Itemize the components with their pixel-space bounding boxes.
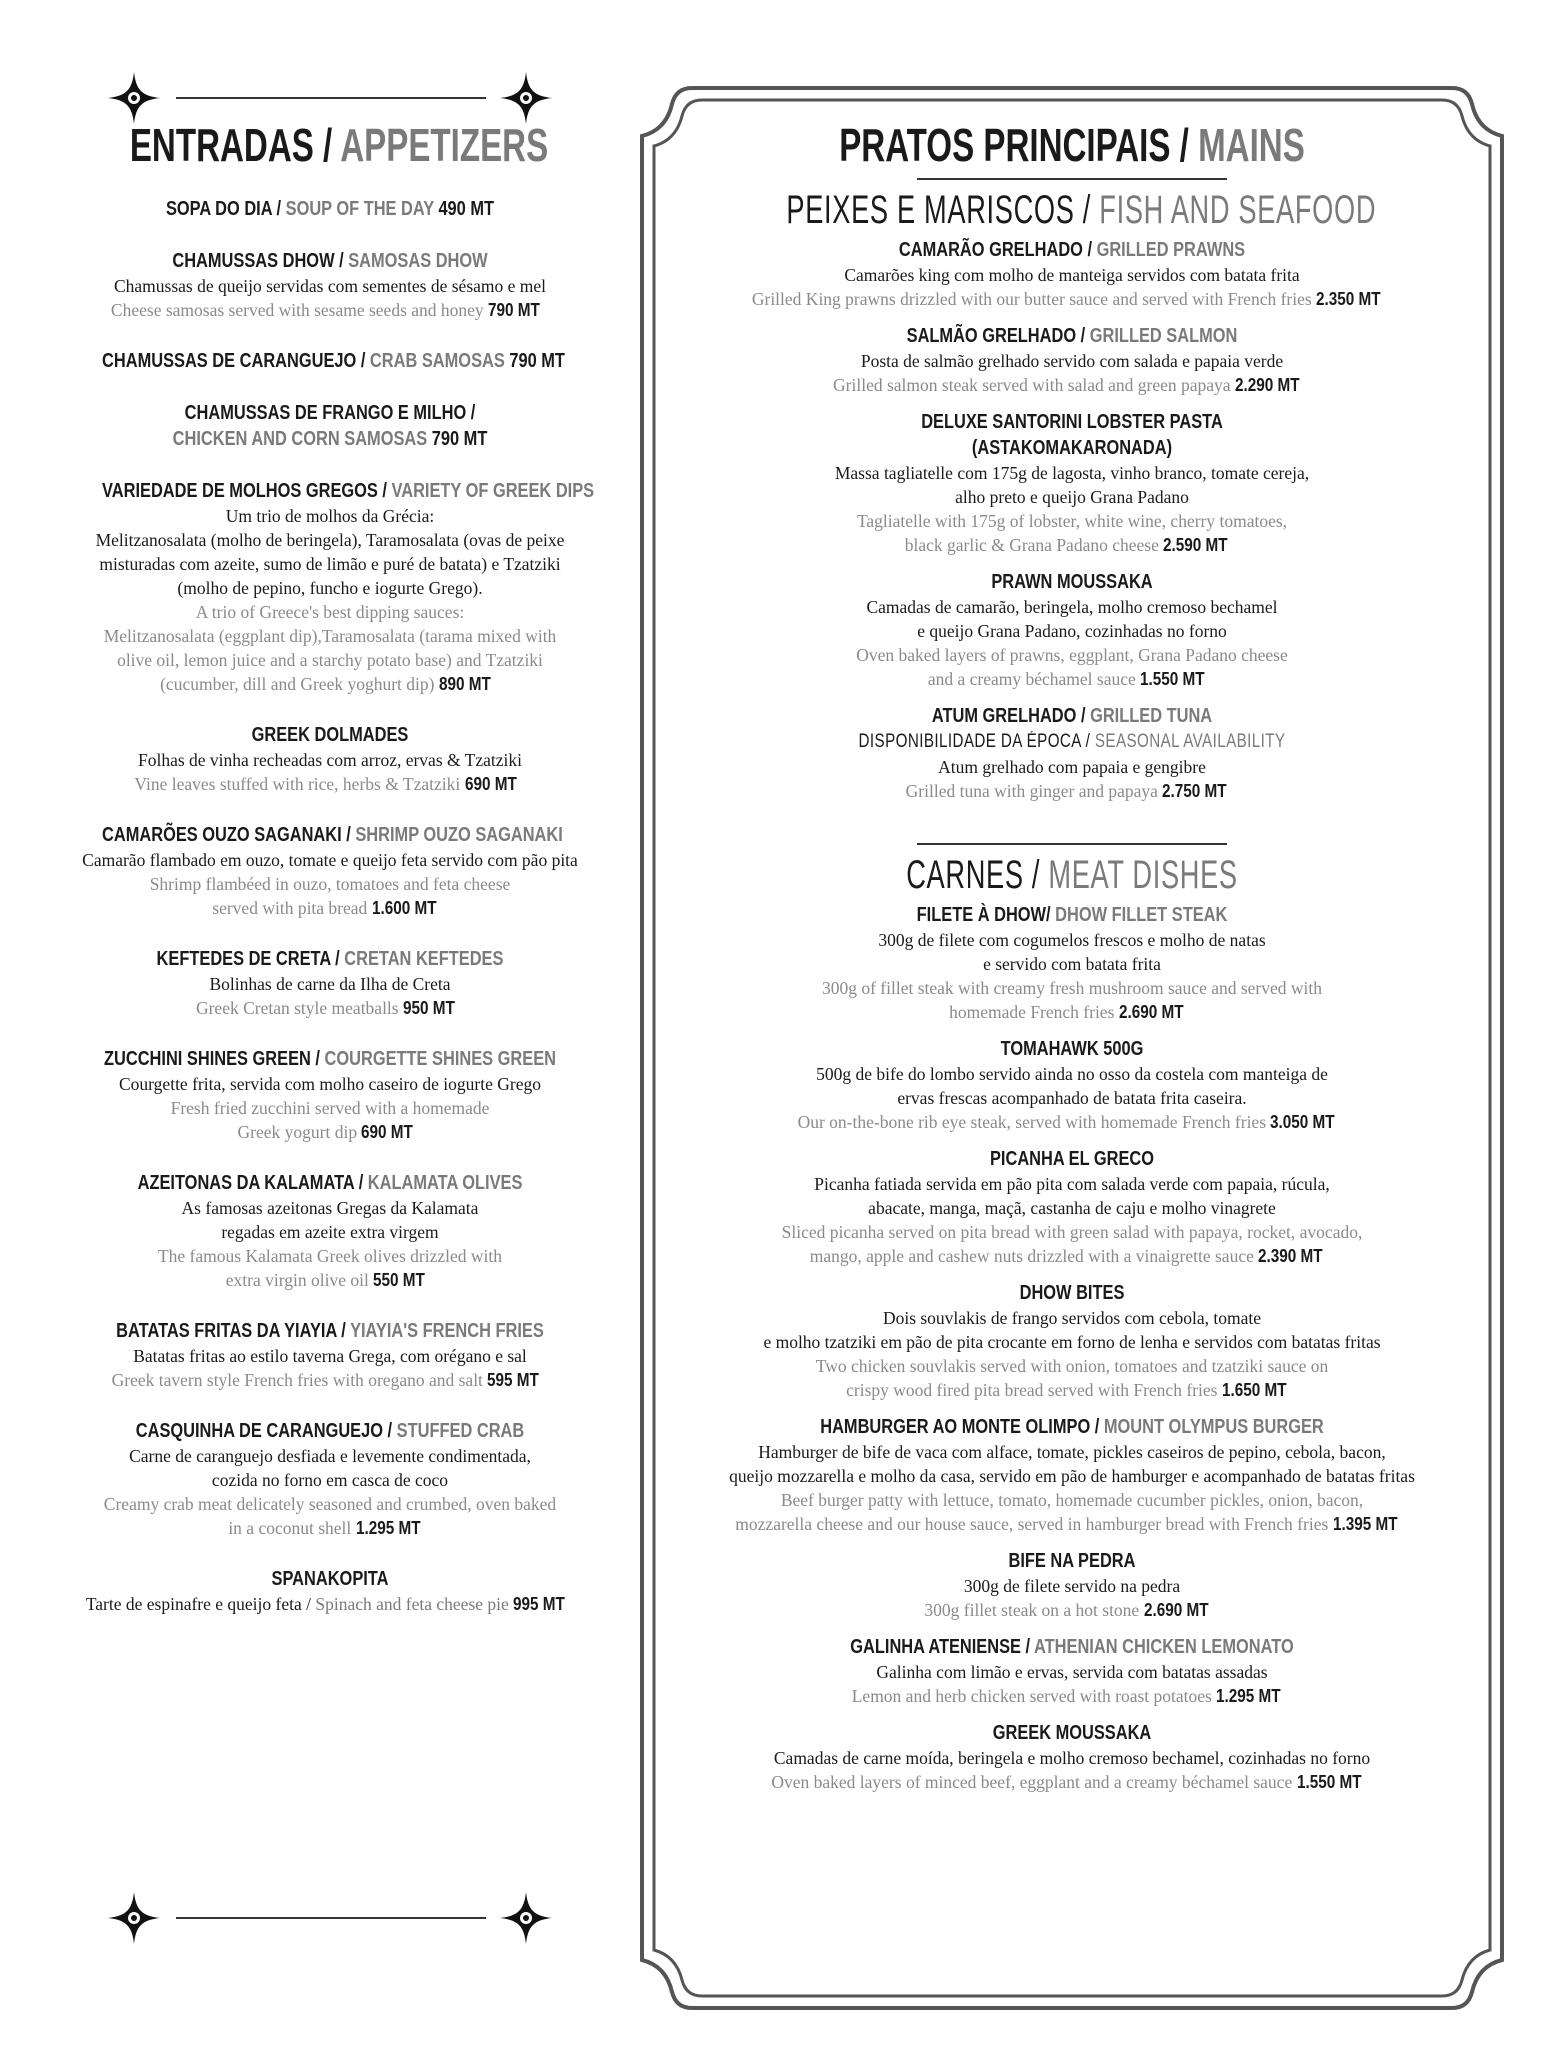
description-pt: 500g de bife do lombo servido ainda no osso da costela com manteiga de (816, 1064, 1328, 1084)
description-en (52, 1268, 608, 1292)
description-en (652, 1244, 1492, 1268)
item-name-line2 (102, 426, 558, 452)
item-name (102, 400, 558, 426)
description-en (652, 509, 1492, 533)
item-name (102, 348, 565, 374)
menu-item (52, 348, 608, 374)
description-en-text: homemade French fries (949, 1002, 1115, 1022)
item-price: 790 MT (488, 300, 540, 320)
description-en (52, 1096, 608, 1120)
menu-item (52, 822, 608, 920)
item-price: 1.295 MT (1216, 1686, 1281, 1706)
description-en (652, 1598, 1492, 1622)
description-en (652, 1354, 1492, 1378)
item-name-pt: HAMBURGER AO MONTE OLIMPO (820, 1416, 1091, 1438)
item-name-en: KALAMATA OLIVES (367, 1172, 523, 1194)
description-en (652, 1000, 1492, 1024)
description-en-text: Lemon and herb chicken served with roast potatoes (851, 1686, 1212, 1706)
item-name-en: CRETAN KEFTEDES (344, 948, 504, 970)
item-price: 2.390 MT (1258, 1246, 1323, 1266)
item-name-pt: GREEK DOLMADES (251, 724, 409, 746)
description-pt: Courgette frita, servida com molho caseiro de iogurte Grego (119, 1074, 541, 1094)
description-pt: Folhas de vinha recheadas com arroz, ervas & Tzatziki (137, 750, 523, 770)
description-en-text: Sliced picanha served on pita bread with green salad with papaya, rocket, avocado, (781, 1222, 1363, 1242)
item-name-en: DHOW FILLET STEAK (1055, 904, 1228, 926)
description-en (652, 1684, 1492, 1708)
description-en (652, 1378, 1492, 1402)
item-name (728, 1634, 1417, 1660)
description-separator: / (301, 1594, 316, 1614)
item-price: 595 MT (487, 1370, 540, 1390)
item-name-en: YIAYIA'S FRENCH FRIES (350, 1320, 544, 1342)
menu-item (52, 1046, 608, 1144)
item-name-pt: FILETE À DHOW/ (916, 904, 1051, 926)
description-en-text: (cucumber, dill and Greek yoghurt dip) (160, 674, 435, 694)
name-separator: / (354, 1172, 368, 1194)
item-price: 2.690 MT (1118, 1002, 1184, 1022)
item-price: 1.650 MT (1221, 1380, 1287, 1400)
description-en-text: crispy wood fired pita bread served with French fries (846, 1380, 1218, 1400)
name-separator: / (310, 1048, 325, 1070)
description-en-text: mozzarella cheese and our house sauce, served in hamburger bread with French fries (735, 1514, 1329, 1534)
description-en-text: Cheese samosas served with sesame seeds and honey (110, 300, 484, 320)
menu-item (52, 722, 608, 796)
name-separator: / (1076, 325, 1090, 347)
description-pt: Atum grelhado com papaia e gengibre (938, 757, 1206, 777)
item-name (728, 1414, 1417, 1440)
item-price: 1.550 MT (1296, 1772, 1362, 1792)
description-en (52, 648, 608, 672)
item-name-en: STUFFED CRAB (396, 1420, 525, 1442)
description-pt: Dois souvlakis de frango servidos com cebola, tomate (882, 1308, 1262, 1328)
description-pt: Camarão flambado em ouzo, tomate e queijo feta servido com pão pita (82, 850, 578, 870)
description-en-text: Beef burger patty with lettuce, tomato, homemade cucumber pickles, onion, bacon, (780, 1490, 1364, 1510)
item-name-pt: CHAMUSSAS DHOW (172, 250, 335, 272)
item-name-pt: SPANAKOPITA (271, 1568, 389, 1590)
item-name (102, 822, 563, 848)
description-en (652, 779, 1492, 803)
item-name (728, 703, 1417, 729)
description-pt: Galinha com limão e ervas, servida com batatas assadas (876, 1662, 1268, 1682)
menu-item (52, 478, 608, 696)
description-en-text: Oven baked layers of prawns, eggplant, Grana Padano cheese (856, 645, 1288, 665)
description-en (652, 1770, 1492, 1794)
four-point-star-icon (498, 1890, 554, 1946)
description-pt: 300g de filete servido na pedra (963, 1576, 1181, 1596)
description-en-text: Greek Cretan style meatballs (195, 998, 399, 1018)
menu-item (652, 1634, 1492, 1708)
description-en-text: Greek tavern style French fries with oregano and salt (111, 1370, 483, 1390)
menu-item (652, 409, 1492, 557)
description-en-text: Fresh fried zucchini served with a homemade (170, 1098, 490, 1118)
description-pt: Posta de salmão grelhado servido com salada e papaia verde (860, 351, 1284, 371)
item-price: 2.750 MT (1162, 781, 1227, 801)
item-price: 950 MT (402, 998, 455, 1018)
description-pt: Camadas de camarão, beringela, molho cremoso bechamel (866, 597, 1278, 617)
description-pt: Bolinhas de carne da Ilha de Creta (209, 974, 451, 994)
description-en (52, 1368, 608, 1392)
description-pt: Batatas fritas ao estilo taverna Grega, com orégano e sal (133, 1346, 527, 1366)
menu-item (652, 569, 1492, 691)
description-en (652, 287, 1492, 311)
item-name-pt: CHAMUSSAS DE FRANGO E MILHO / (184, 402, 476, 424)
item-price: 2.690 MT (1143, 1600, 1209, 1620)
menu-item (52, 1418, 608, 1540)
description-en-text: served with pita bread (212, 898, 368, 918)
menu-item (652, 1720, 1492, 1794)
description-pt: e queijo Grana Padano, cozinhadas no forno (917, 621, 1227, 641)
description-en (652, 533, 1492, 557)
description-pt: Massa tagliatelle com 175g de lagosta, vinho branco, tomate cereja, (834, 463, 1310, 483)
item-name (728, 1548, 1417, 1574)
description-en (52, 1492, 608, 1516)
description-pt: Um trio de molhos da Grécia: (225, 506, 435, 526)
meat-list (652, 902, 1492, 1794)
item-price: 1.295 MT (355, 1518, 421, 1538)
name-separator: / (1082, 239, 1097, 261)
appetizers-section (52, 118, 608, 1616)
description-en (652, 1110, 1492, 1134)
item-name (728, 409, 1417, 435)
description-en-text: Greek yogurt dip (237, 1122, 358, 1142)
description-en-text: Oven baked layers of minced beef, eggplant and a creamy béchamel sauce (771, 1772, 1293, 1792)
item-name-en: CRAB SAMOSAS (369, 350, 505, 372)
item-name-pt: BATATAS FRITAS DA YIAYIA (116, 1320, 337, 1342)
name-separator: / (334, 250, 349, 272)
description-en-text: in a coconut shell (228, 1518, 352, 1538)
menu-item (652, 703, 1492, 803)
description-pt: queijo mozzarella e molho da casa, servido em pão de hamburger e acompanhado de batatas fritas (729, 1466, 1415, 1486)
item-name (728, 1280, 1417, 1306)
item-name (102, 1170, 558, 1196)
description-en (652, 976, 1492, 1000)
description-en-text: Tagliatelle with 175g of lobster, white wine, cherry tomatoes, (856, 511, 1288, 531)
name-separator: / (1020, 1636, 1035, 1658)
item-name-en: VARIETY OF GREEK DIPS (391, 480, 595, 502)
menu-item (52, 946, 608, 1020)
item-price: 890 MT (438, 674, 491, 694)
menu-item (52, 1566, 608, 1616)
description-en-text: Our on-the-bone rib eye steak, served with homemade French fries (797, 1112, 1267, 1132)
description-en-text: Vine leaves stuffed with rice, herbs & Tzatziki (134, 774, 461, 794)
description-en-text: and a creamy béchamel sauce (927, 669, 1136, 689)
four-point-star-icon (106, 1890, 162, 1946)
item-name-pt: CAMARÕES OUZO SAGANAKI (102, 824, 347, 846)
item-price: 1.600 MT (371, 898, 437, 918)
appetizer-list (52, 196, 608, 1616)
item-name (102, 196, 558, 222)
top-left-divider (176, 97, 486, 99)
menu-item (52, 400, 608, 452)
item-price: 2.290 MT (1234, 375, 1300, 395)
menu-item (52, 248, 608, 322)
item-name-pt: GALINHA ATENIENSE (850, 1636, 1021, 1658)
item-name-pt: SALMÃO GRELHADO (906, 325, 1077, 347)
description-en (652, 1220, 1492, 1244)
description-en-text: Two chicken souvlakis served with onion, tomatoes and tzatziki sauce on (815, 1356, 1329, 1376)
description-en (52, 624, 608, 648)
description-en-text: Grilled King prawns drizzled with our butter sauce and served with French fries (751, 289, 1312, 309)
menu-item (652, 902, 1492, 1024)
item-price: 790 MT (504, 350, 565, 372)
menu-item (652, 1548, 1492, 1622)
item-name-en: SOUP OF THE DAY (285, 198, 434, 220)
description-pt: Carne de caranguejo desfiada e levemente condimentada, (129, 1446, 531, 1466)
item-name-pt: TOMAHAWK 500G (1000, 1038, 1144, 1060)
item-price: 1.550 MT (1140, 669, 1205, 689)
description-pt: (molho de pepino, funcho e iogurte Grego). (177, 578, 483, 598)
item-name (728, 569, 1417, 595)
item-price: 1.395 MT (1332, 1514, 1398, 1534)
meat-subtitle: CARNES / MEAT DISHES (906, 853, 1238, 897)
description-en-text: Melitzanosalata (eggplant dip),Taramosalata (tarama mixed with (103, 626, 557, 646)
item-name-en: GRILLED TUNA (1090, 705, 1213, 727)
menu-item (652, 323, 1492, 397)
description-pt: Chamussas de queijo servidas com sementes de sésamo e mel (113, 276, 547, 296)
item-name-pt: CHAMUSSAS DE CARANGUEJO (102, 350, 357, 372)
item-name (728, 323, 1417, 349)
item-name-pt: BIFE NA PEDRA (1008, 1550, 1136, 1572)
name-separator: / (1090, 1416, 1104, 1438)
item-price: 690 MT (361, 1122, 414, 1142)
item-name-pt: DHOW BITES (1019, 1282, 1125, 1304)
mains-divider (917, 178, 1227, 180)
description-pt: ervas frescas acompanhado de batata frita caseira. (897, 1088, 1247, 1108)
description-pt: cozida no forno em casca de coco (211, 1470, 449, 1490)
description-pt: misturadas com azeite, sumo de limão e puré de batata) e Tzatziki (99, 554, 561, 574)
item-name (102, 1046, 558, 1072)
fish-list (652, 237, 1492, 803)
item-price: 3.050 MT (1270, 1112, 1336, 1132)
description-en (652, 643, 1492, 667)
item-name-pt: DELUXE SANTORINI LOBSTER PASTA (921, 411, 1223, 433)
description-pt: Picanha fatiada servida em pão pita com salada verde com papaia, rúcula, (814, 1174, 1330, 1194)
item-name (102, 1566, 558, 1592)
description-en-text: The famous Kalamata Greek olives drizzled with (157, 1246, 503, 1266)
item-name (102, 478, 595, 504)
description-pt: Tarte de espinafre e queijo feta (85, 1594, 302, 1614)
menu-item (652, 1414, 1492, 1536)
description-en-text: Shrimp flambéed in ouzo, tomatoes and feta cheese (149, 874, 511, 894)
item-name-pt: PRAWN MOUSSAKA (991, 571, 1153, 593)
description-en-text: black garlic & Grana Padano cheese (904, 535, 1159, 555)
item-name-en: GRILLED SALMON (1089, 325, 1238, 347)
name-separator: / (383, 1420, 397, 1442)
item-name-pt: CASQUINHA DE CARANGUEJO (135, 1420, 384, 1442)
name-separator: / (335, 948, 345, 970)
description-en (52, 672, 608, 696)
menu-item (52, 196, 608, 222)
item-name-pt: VARIEDADE DE MOLHOS GREGOS (102, 480, 378, 502)
item-name-pt: ZUCCHINI SHINES GREEN (104, 1048, 311, 1070)
name-separator: / (377, 480, 392, 502)
description-en-text: Creamy crab meat delicately seasoned and crumbed, oven baked (103, 1494, 557, 1514)
item-name-en: MOUNT OLYMPUS BURGER (1103, 1416, 1324, 1438)
item-name (728, 902, 1417, 928)
description-en (52, 996, 608, 1020)
item-price: 2.350 MT (1316, 289, 1381, 309)
item-price: 2.590 MT (1163, 535, 1228, 555)
description-pt: Camadas de carne moída, beringela e molho cremoso bechamel, cozinhadas no forno (773, 1748, 1371, 1768)
menu-item (52, 1170, 608, 1292)
availability-pt: DISPONIBILIDADE DA ÉPOCA (858, 731, 1081, 752)
item-name-en: COURGETTE SHINES GREEN (324, 1048, 556, 1070)
description-pt: 300g de filete com cogumelos frescos e molho de natas (878, 930, 1266, 950)
description-pt: e molho tzatziki em pão de pita crocante em forno de lenha e servidos com batatas fritas (763, 1332, 1381, 1352)
description-en (52, 1120, 608, 1144)
item-name-en: GRILLED PRAWNS (1096, 239, 1246, 261)
description-en-text: Grilled salmon steak served with salad and green papaya (833, 375, 1231, 395)
description-en-text: 300g fillet steak on a hot stone (924, 1600, 1140, 1620)
description-pt: Melitzanosalata (molho de beringela), Taramosalata (ovas de peixe (95, 530, 565, 550)
name-separator: / (1076, 705, 1091, 727)
item-price: 995 MT (513, 1594, 566, 1614)
description-pt: alho preto e queijo Grana Padano (955, 487, 1189, 507)
item-name (728, 1036, 1417, 1062)
description-pt: abacate, manga, maçã, castanha de caju e molho vinagrete (868, 1198, 1276, 1218)
description-en (52, 1244, 608, 1268)
menu-item (52, 1318, 608, 1392)
item-price: 790 MT (427, 428, 488, 450)
item-name-line2 (728, 435, 1417, 461)
item-name-en: (ASTAKOMAKARONADA) (971, 437, 1173, 459)
item-name (102, 248, 558, 274)
name-separator: / (271, 198, 286, 220)
item-name-pt: AZEITONAS DA KALAMATA (137, 1172, 355, 1194)
item-name (102, 1418, 558, 1444)
description-mixed (52, 1592, 608, 1616)
item-name (728, 237, 1417, 263)
menu-item (652, 1280, 1492, 1402)
availability-note (736, 729, 1408, 755)
description-en (52, 600, 608, 624)
item-name-en: SHRIMP OUZO SAGANAKI (355, 824, 563, 846)
menu-item (652, 1146, 1492, 1268)
item-name-pt: ATUM GRELHADO (931, 705, 1077, 727)
menu-item (652, 1036, 1492, 1134)
description-en (52, 896, 608, 920)
description-en (52, 772, 608, 796)
mains-title: PRATOS PRINCIPAIS / MAINS (839, 119, 1305, 171)
description-pt: Hamburger de bife de vaca com alface, tomate, pickles caseiros de pepino, cebola, bacon, (758, 1442, 1386, 1462)
item-name (102, 946, 558, 972)
description-en (52, 872, 608, 896)
description-en (652, 1488, 1492, 1512)
description-en (652, 667, 1492, 691)
item-name-pt: KEFTEDES DE CRETA (156, 948, 336, 970)
description-en (652, 373, 1492, 397)
item-name (728, 1720, 1417, 1746)
description-en-text: 300g of fillet steak with creamy fresh mushroom sauce and served with (821, 978, 1323, 998)
fish-subtitle: PEIXES E MARISCOS / FISH AND SEAFOOD (786, 188, 1377, 232)
item-name (102, 1318, 558, 1344)
mains-section (652, 118, 1492, 1794)
description-pt: As famosas azeitonas Gregas da Kalamata (181, 1198, 479, 1218)
appetizers-title: ENTRADAS / APPETIZERS (129, 119, 549, 171)
item-price: 690 MT (464, 774, 517, 794)
item-name-pt: GREEK MOUSSAKA (992, 1722, 1152, 1744)
bottom-left-divider (176, 1917, 486, 1919)
item-name-pt: CAMARÃO GRELHADO (898, 239, 1083, 261)
item-price: 490 MT (433, 198, 495, 220)
description-pt: e servido com batata frita (983, 954, 1161, 974)
name-separator: / (336, 1320, 351, 1342)
menu-item (652, 237, 1492, 311)
availability-separator: / (1081, 731, 1095, 752)
meat-divider (917, 843, 1227, 845)
item-name-en: CHICKEN AND CORN SAMOSAS (172, 428, 428, 450)
availability-en: SEASONAL AVAILABILITY (1094, 731, 1286, 752)
item-name-en: ATHENIAN CHICKEN LEMONATO (1034, 1636, 1294, 1658)
item-name-en: SAMOSAS DHOW (348, 250, 488, 272)
item-price: 550 MT (373, 1270, 426, 1290)
description-en (52, 298, 608, 322)
name-separator: / (356, 350, 370, 372)
description-pt: regadas em azeite extra virgem (221, 1222, 439, 1242)
item-name-pt: PICANHA EL GRECO (989, 1148, 1155, 1170)
item-name (728, 1146, 1417, 1172)
description-en: Spinach and feta cheese pie (315, 1594, 509, 1614)
description-en-text: Grilled tuna with ginger and papaya (905, 781, 1163, 801)
item-name (102, 722, 558, 748)
description-en (52, 1516, 608, 1540)
name-separator: / (346, 824, 356, 846)
description-en-text: A trio of Greece's best dipping sauces: (195, 602, 465, 622)
description-en-text: olive oil, lemon juice and a starchy potato base) and Tzatziki (117, 650, 543, 670)
description-pt: Camarões king com molho de manteiga servidos com batata frita (844, 265, 1300, 285)
description-en (652, 1512, 1492, 1536)
description-en-text: extra virgin olive oil (225, 1270, 369, 1290)
description-en-text: mango, apple and cashew nuts drizzled with a vinaigrette sauce (809, 1246, 1254, 1266)
item-name-pt: SOPA DO DIA (165, 198, 272, 220)
